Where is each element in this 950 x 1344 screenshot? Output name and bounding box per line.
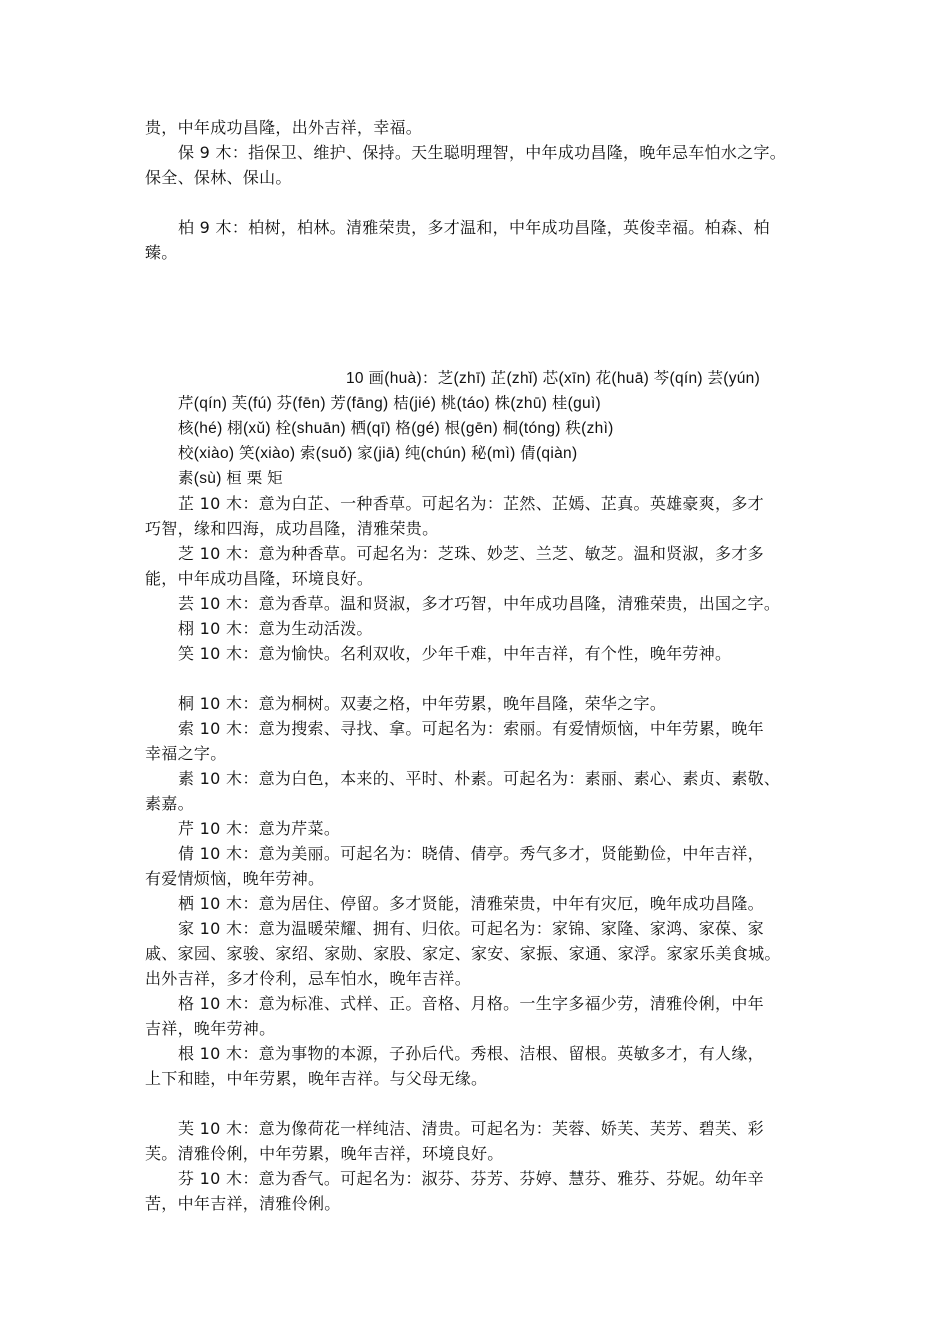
text-line: 幸福之字。 [145, 744, 227, 763]
entry-ge: 格 10 木：意为标准、式样、正。音格、月格。一生字多福少劳，清雅伶俐，中年 [178, 994, 764, 1013]
entry-su: 素 10 木：意为白色，本来的、平时、朴素。可起名为：素丽、素心、素贞、素敬、 [178, 769, 781, 788]
text-line: 芙。清雅伶俐，中年劳累，晚年吉祥，环境良好。 [145, 1144, 504, 1163]
pinyin-list-line: 芹(qín) 芙(fú) 芬(fēn) 芳(fāng) 桔(jié) 桃(táo) 株(zhū) 桂(guì) [178, 395, 602, 412]
entry-yun: 芸 10 木：意为香草。温和贤淑，多才巧智，中年成功昌隆，清雅荣贵，出国之字。 [178, 594, 781, 613]
entry-gen: 根 10 木：意为事物的本源，子孙后代。秀根、洁根、留根。英敏多才，有人缘， [178, 1044, 764, 1063]
pinyin-list-line: 校(xiào) 笑(xiào) 索(suǒ) 家(jiā) 纯(chún) 秘(mì) 倩(qiàn) [178, 445, 578, 462]
entry-qi: 栖 10 木：意为居住、停留。多才贤能，清雅荣贵，中年有灾厄，晚年成功昌隆。 [178, 894, 764, 913]
entry-xiao: 笑 10 木：意为愉快。名利双收，少年千难，中年吉祥，有个性，晚年劳神。 [178, 644, 732, 663]
text-line: 臻。 [145, 243, 178, 262]
text-line: 有爱情烦恼，晚年劳神。 [145, 869, 325, 888]
entry-bao: 保 9 木：指保卫、维护、保持。天生聪明理智，中年成功昌隆，晚年忌车怕水之字。 [178, 143, 787, 162]
text-line: 出外吉祥，多才伶利，忌车怕水，晚年吉祥。 [145, 969, 472, 988]
text-line: 上下和睦，中年劳累，晚年吉祥。与父母无缘。 [145, 1069, 488, 1088]
entry-zhi: 芝 10 木：意为种香草。可起名为：芝珠、妙芝、兰芝、敏芝。温和贤淑，多才多 [178, 544, 764, 563]
text-line: 吉祥，晚年劳神。 [145, 1019, 276, 1038]
entry-tong: 桐 10 木：意为桐树。双妻之格，中年劳累，晚年昌隆，荣华之字。 [178, 694, 667, 713]
pinyin-list-line: 素(sù) 桓 栗 矩 [178, 470, 283, 487]
entry-zhi-angelica: 芷 10 木：意为白芷、一种香草。可起名为：芷然、芷嫣、芷真。英雄豪爽，多才 [178, 494, 764, 513]
entry-suo: 索 10 木：意为搜索、寻找、拿。可起名为：索丽。有爱情烦恼，中年劳累，晚年 [178, 719, 764, 738]
entry-bai: 柏 9 木：柏树，柏林。清雅荣贵，多才温和，中年成功昌隆，英俊幸福。柏森、柏 [178, 218, 770, 237]
text-line: 保全、保林、保山。 [145, 168, 292, 187]
text-line: 戚、家园、家骏、家绍、家勋、家股、家定、家安、家振、家通、家浮。家家乐美食城。 [145, 944, 781, 963]
text-line: 巧智，缘和四海，成功昌隆，清雅荣贵。 [145, 519, 439, 538]
entry-qian: 倩 10 木：意为美丽。可起名为：晓倩、倩亭。秀气多才，贤能勤俭，中年吉祥， [178, 844, 764, 863]
entry-xu: 栩 10 木：意为生动活泼。 [178, 619, 373, 638]
entry-qin: 芹 10 木：意为芹菜。 [178, 819, 341, 838]
text-line: 贵，中年成功昌隆，出外吉祥，幸福。 [145, 118, 423, 137]
entry-jia: 家 10 木：意为温暖荣耀、拥有、归依。可起名为：家锦、家隆、家鸿、家葆、家 [178, 919, 764, 938]
pinyin-list-line: 核(hé) 栩(xǔ) 栓(shuān) 栖(qī) 格(gé) 根(gēn) 桐(tóng) 秩(zhì) [178, 420, 614, 437]
entry-fu: 芙 10 木：意为像荷花一样纯洁、清贵。可起名为：芙蓉、娇芙、芙芳、碧芙、彩 [178, 1119, 764, 1138]
text-line: 苦，中年吉祥，清雅伶俐。 [145, 1194, 341, 1213]
text-line: 素嘉。 [145, 794, 194, 813]
section-heading-10-strokes: 10 画(huà)：芝(zhī) 芷(zhǐ) 芯(xīn) 花(huā) 芩(qín) 芸(yún) [346, 370, 761, 387]
text-line: 能，中年成功昌隆，环境良好。 [145, 569, 374, 588]
entry-fen: 芬 10 木：意为香气。可起名为：淑芬、芬芳、芬婷、慧芬、雅芬、芬妮。幼年辛 [178, 1169, 764, 1188]
